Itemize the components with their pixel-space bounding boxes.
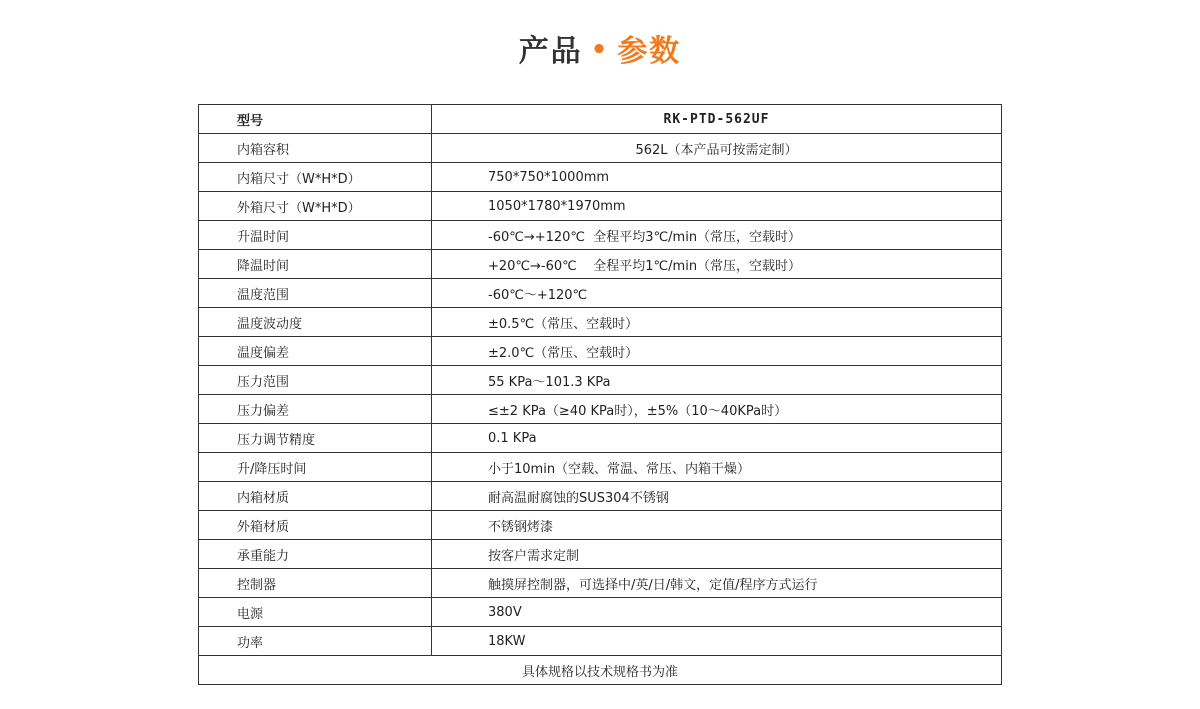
row-label: 内箱容积 <box>199 134 432 163</box>
spec-footnote: 具体规格以技术规格书为准 <box>199 656 1002 685</box>
row-value: 750*750*1000mm <box>432 163 1002 192</box>
row-value: 小于10min（空载、常温、常压、内箱干燥） <box>432 453 1002 482</box>
row-value: 18KW <box>432 627 1002 656</box>
row-value: -60℃→+120℃ 全程平均3℃/min（常压，空载时） <box>432 221 1002 250</box>
row-label: 电源 <box>199 598 432 627</box>
row-value: -60℃～+120℃ <box>432 279 1002 308</box>
row-value: ≤±2 KPa（≥40 KPa时），±5%（10～40KPa时） <box>432 395 1002 424</box>
title-part-product: 产品 <box>518 34 583 69</box>
row-value: 耐高温耐腐蚀的SUS304不锈钢 <box>432 482 1002 511</box>
row-label: 内箱尺寸（W*H*D） <box>199 163 432 192</box>
row-label: 升/降压时间 <box>199 453 432 482</box>
row-label: 外箱尺寸（W*H*D） <box>199 192 432 221</box>
table-row <box>199 134 1002 163</box>
row-value: 1050*1780*1970mm <box>432 192 1002 221</box>
row-value: 562L（本产品可按需定制） <box>432 134 1002 163</box>
row-label: 温度范围 <box>199 279 432 308</box>
row-value: 55 KPa～101.3 KPa <box>432 366 1002 395</box>
row-label: 升温时间 <box>199 221 432 250</box>
table-row <box>199 163 1002 192</box>
row-label: 温度偏差 <box>199 337 432 366</box>
table-row <box>199 453 1002 482</box>
header-label: 型号 <box>199 105 432 134</box>
row-label: 降温时间 <box>199 250 432 279</box>
spec-table <box>198 104 1002 685</box>
title-dot: • <box>590 35 610 65</box>
table-row <box>199 569 1002 598</box>
table-row <box>199 598 1002 627</box>
table-header-row <box>199 105 1002 134</box>
row-label: 压力偏差 <box>199 395 432 424</box>
table-row <box>199 395 1002 424</box>
row-label: 温度波动度 <box>199 308 432 337</box>
page-title <box>0 26 1200 70</box>
row-label: 外箱材质 <box>199 511 432 540</box>
row-label: 压力范围 <box>199 366 432 395</box>
row-value: 0.1 KPa <box>432 424 1002 453</box>
table-row <box>199 482 1002 511</box>
title-part-params: 参数 <box>617 34 682 69</box>
row-label: 内箱材质 <box>199 482 432 511</box>
table-row <box>199 627 1002 656</box>
table-row <box>199 221 1002 250</box>
row-value: 380V <box>432 598 1002 627</box>
table-row <box>199 192 1002 221</box>
row-label: 功率 <box>199 627 432 656</box>
table-row <box>199 279 1002 308</box>
table-row <box>199 424 1002 453</box>
table-row <box>199 308 1002 337</box>
table-row <box>199 337 1002 366</box>
row-label: 控制器 <box>199 569 432 598</box>
row-value: 不锈钢烤漆 <box>432 511 1002 540</box>
row-value: +20℃→-60℃ 全程平均1℃/min（常压，空载时） <box>432 250 1002 279</box>
table-row <box>199 540 1002 569</box>
row-value: ±0.5℃（常压、空载时） <box>432 308 1002 337</box>
table-row <box>199 366 1002 395</box>
row-value: 触摸屏控制器，可选择中/英/日/韩文，定值/程序方式运行 <box>432 569 1002 598</box>
row-label: 承重能力 <box>199 540 432 569</box>
row-value: 按客户需求定制 <box>432 540 1002 569</box>
row-label: 压力调节精度 <box>199 424 432 453</box>
header-model: RK-PTD-562UF <box>432 105 1002 134</box>
table-row <box>199 250 1002 279</box>
table-row <box>199 511 1002 540</box>
table-footer-row <box>199 656 1002 685</box>
row-value: ±2.0℃（常压、空载时） <box>432 337 1002 366</box>
